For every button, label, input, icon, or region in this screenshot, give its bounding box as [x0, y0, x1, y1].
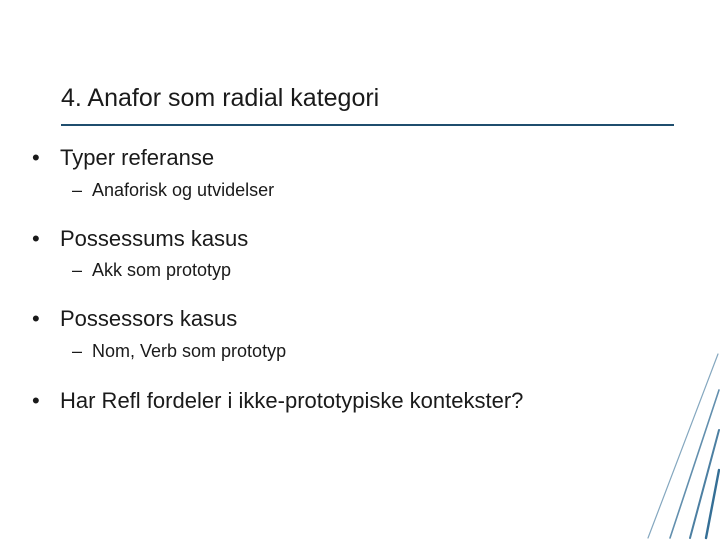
sub-bullet-text: Nom, Verb som prototyp — [92, 341, 287, 361]
bullet-marker: • — [32, 145, 40, 170]
corner-decoration — [640, 350, 720, 540]
bullet-text: Har Refl fordeler i ikke-prototypiske kontekster? — [60, 388, 524, 413]
sub-bullet-marker: – — [72, 180, 83, 200]
sub-bullet-text: Anaforisk og utvidelser — [92, 180, 275, 200]
bullet-marker: • — [32, 306, 40, 331]
bullet-text: Typer referanse — [60, 145, 215, 170]
title-underline — [61, 124, 674, 126]
bullet-text: Possessors kasus — [60, 306, 238, 331]
slide-title: 4. Anafor som radial kategori — [61, 84, 380, 112]
sub-bullet-marker: – — [72, 260, 83, 280]
bullet-marker: • — [32, 388, 40, 413]
sub-bullet-marker: – — [72, 341, 83, 361]
sub-bullet-text: Akk som prototyp — [92, 260, 232, 280]
bullet-marker: • — [32, 226, 40, 251]
bullet-text: Possessums kasus — [60, 226, 249, 251]
